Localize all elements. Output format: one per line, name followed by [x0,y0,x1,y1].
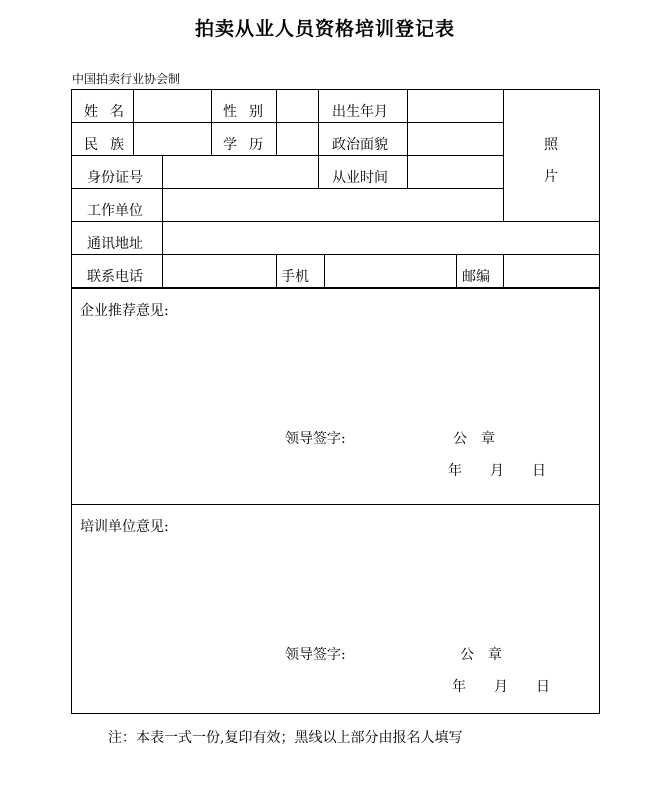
gender-label: 性别 [223,104,275,120]
mobile-field[interactable] [325,255,455,286]
postcode-field[interactable] [504,255,598,286]
address-label: 通讯地址 [87,236,143,252]
phone-field[interactable] [163,255,275,286]
phone-label: 联系电话 [87,269,143,285]
enterprise-seal-label: 公 章 [453,431,495,447]
id-number-label: 身份证号 [87,170,143,186]
form-title: 拍卖从业人员资格培训登记表 [194,18,455,40]
training-seal-label: 公 章 [460,647,502,663]
photo-box[interactable] [504,90,598,220]
birth-label: 出生年月 [332,104,388,120]
enterprise-opinion-label: 企业推荐意见: [80,303,169,319]
employer-label: 工作单位 [87,203,143,219]
section-divider [71,504,600,505]
training-date-label: 年 月 日 [452,679,550,695]
table-border-left [71,89,72,714]
table-border-right [599,89,600,714]
education-field[interactable] [277,123,317,154]
education-label: 学历 [223,137,275,153]
name-label: 姓名 [84,104,136,120]
training-opinion-label: 培训单位意见: [80,519,169,535]
address-field[interactable] [163,222,598,253]
enterprise-date-label: 年 月 日 [448,463,546,479]
ethnicity-field[interactable] [134,123,210,154]
col-divider [456,254,457,287]
gender-field[interactable] [277,90,317,121]
work-time-field[interactable] [408,156,502,187]
col-divider [211,89,212,155]
birth-field[interactable] [408,90,502,121]
name-field[interactable] [134,90,210,121]
political-status-field[interactable] [408,123,502,154]
employer-field[interactable] [163,189,502,220]
col-divider [318,89,319,188]
enterprise-leader-sign-label: 领导签字: [285,431,346,447]
applicant-section-bold-line [71,287,600,289]
table-border-bottom [71,713,600,714]
col-divider [276,254,277,287]
photo-label-1: 照 [544,137,558,153]
issuer-text: 中国拍卖行业协会制 [72,72,181,86]
political-status-label: 政治面貌 [332,137,388,153]
ethnicity-label: 民族 [84,137,136,153]
training-leader-sign-label: 领导签字: [285,647,346,663]
postcode-label: 邮编 [462,269,490,285]
mobile-label: 手机 [281,269,309,285]
id-number-field[interactable] [163,156,317,187]
footer-note: 注：本表一式一份,复印有效；黑线以上部分由报名人填写 [108,730,463,746]
work-time-label: 从业时间 [332,170,388,186]
photo-label-2: 片 [544,169,558,185]
